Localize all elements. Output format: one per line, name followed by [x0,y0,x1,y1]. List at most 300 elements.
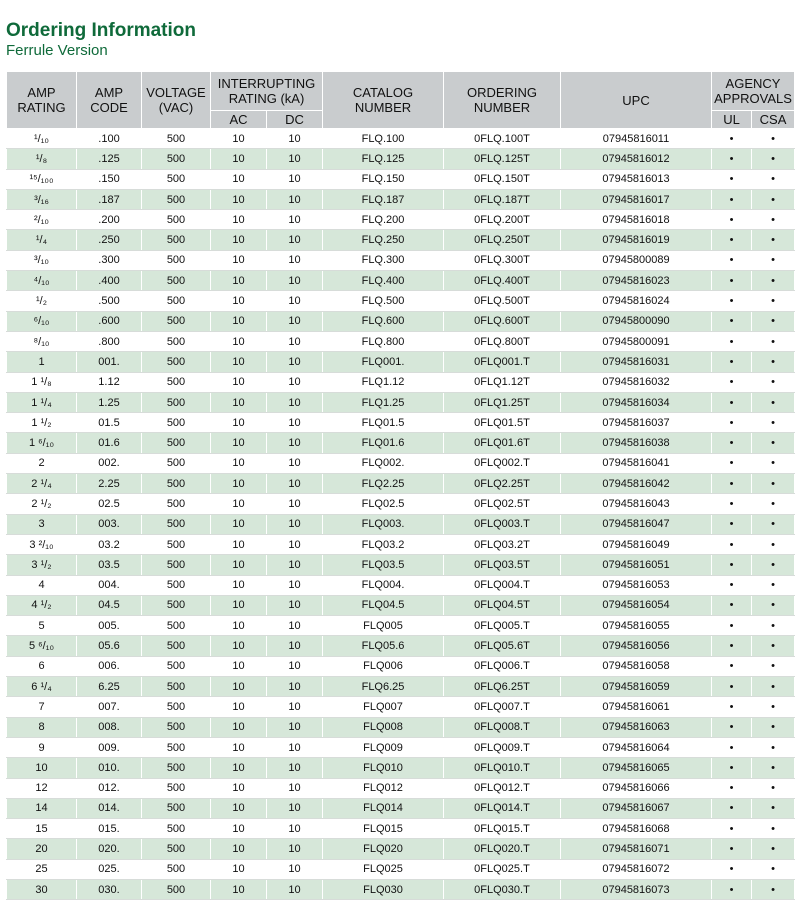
dc-cell: 10 [267,433,323,453]
catalog-number-cell: FLQ.187 [323,189,444,209]
header-interrupting-rating: INTERRUPTING RATING (kA) [211,72,323,111]
amp-code-cell: 002. [77,453,142,473]
dc-cell: 10 [267,210,323,230]
page-subtitle: Ferrule Version [6,42,108,59]
upc-cell: 07945816019 [561,230,712,250]
table-body [7,129,795,900]
catalog-number-cell: FLQ009 [323,737,444,757]
csa-approval-cell: • [752,149,795,169]
voltage-cell: 500 [142,291,211,311]
ordering-number-cell: 0FLQ006.T [444,656,561,676]
catalog-number-cell: FLQ004. [323,575,444,595]
csa-approval-cell: • [752,189,795,209]
dc-cell: 10 [267,717,323,737]
ac-cell: 10 [211,534,267,554]
ac-cell: 10 [211,291,267,311]
catalog-number-cell: FLQ025 [323,859,444,879]
dc-cell: 10 [267,372,323,392]
ul-approval-cell: • [712,555,752,575]
ordering-number-cell: 0FLQ003.T [444,514,561,534]
table-row [7,372,795,392]
dc-cell: 10 [267,575,323,595]
dc-cell: 10 [267,758,323,778]
amp-rating-cell: ¹⁵/₁₀₀ [7,169,77,189]
ac-cell: 10 [211,697,267,717]
upc-cell: 07945816068 [561,819,712,839]
amp-code-cell: 014. [77,798,142,818]
voltage-cell: 500 [142,169,211,189]
upc-cell: 07945816038 [561,433,712,453]
table-row [7,453,795,473]
ul-approval-cell: • [712,737,752,757]
ordering-number-cell: 0FLQ012.T [444,778,561,798]
ordering-number-cell: 0FLQ008.T [444,717,561,737]
csa-approval-cell: • [752,798,795,818]
amp-rating-cell: 8 [7,717,77,737]
voltage-cell: 500 [142,819,211,839]
ac-cell: 10 [211,819,267,839]
header-dc: DC [267,111,323,129]
ac-cell: 10 [211,636,267,656]
ac-cell: 10 [211,210,267,230]
amp-rating-cell: ²/₁₀ [7,210,77,230]
upc-cell: 07945800091 [561,331,712,351]
amp-code-cell: 02.5 [77,494,142,514]
amp-rating-cell: ¹/₁₀ [7,129,77,149]
csa-approval-cell: • [752,758,795,778]
catalog-number-cell: FLQ014 [323,798,444,818]
upc-cell: 07945816067 [561,798,712,818]
amp-code-cell: 010. [77,758,142,778]
amp-rating-cell: 1 [7,352,77,372]
dc-cell: 10 [267,250,323,270]
ul-approval-cell: • [712,717,752,737]
ordering-number-cell: 0FLQ.150T [444,169,561,189]
ordering-number-cell: 0FLQ009.T [444,737,561,757]
upc-cell: 07945816018 [561,210,712,230]
ac-cell: 10 [211,271,267,291]
dc-cell: 10 [267,392,323,412]
table-row [7,392,795,412]
voltage-cell: 500 [142,616,211,636]
ac-cell: 10 [211,595,267,615]
ordering-number-cell: 0FLQ.125T [444,149,561,169]
ac-cell: 10 [211,859,267,879]
csa-approval-cell: • [752,169,795,189]
catalog-number-cell: FLQ020 [323,839,444,859]
upc-cell: 07945816032 [561,372,712,392]
voltage-cell: 500 [142,839,211,859]
table-row [7,859,795,879]
ul-approval-cell: • [712,616,752,636]
ordering-number-cell: 0FLQ.400T [444,271,561,291]
ordering-number-cell: 0FLQ1.12T [444,372,561,392]
ac-cell: 10 [211,331,267,351]
amp-code-cell: .300 [77,250,142,270]
amp-code-cell: 012. [77,778,142,798]
ordering-number-cell: 0FLQ007.T [444,697,561,717]
table-row [7,311,795,331]
upc-cell: 07945816024 [561,291,712,311]
ordering-number-cell: 0FLQ025.T [444,859,561,879]
ac-cell: 10 [211,169,267,189]
voltage-cell: 500 [142,758,211,778]
ul-approval-cell: • [712,575,752,595]
voltage-cell: 500 [142,392,211,412]
catalog-number-cell: FLQ.600 [323,311,444,331]
dc-cell: 10 [267,291,323,311]
csa-approval-cell: • [752,331,795,351]
table-row [7,697,795,717]
upc-cell: 07945816011 [561,129,712,149]
catalog-number-cell: FLQ.250 [323,230,444,250]
ac-cell: 10 [211,474,267,494]
voltage-cell: 500 [142,677,211,697]
header-agency-approvals: AGENCY APPROVALS [712,72,795,111]
catalog-number-cell: FLQ1.25 [323,392,444,412]
ac-cell: 10 [211,677,267,697]
amp-code-cell: 006. [77,656,142,676]
dc-cell: 10 [267,595,323,615]
table-row [7,737,795,757]
voltage-cell: 500 [142,575,211,595]
amp-rating-cell: 4 ¹/₂ [7,595,77,615]
ac-cell: 10 [211,839,267,859]
voltage-cell: 500 [142,859,211,879]
voltage-cell: 500 [142,595,211,615]
amp-code-cell: .400 [77,271,142,291]
amp-code-cell: .125 [77,149,142,169]
upc-cell: 07945816031 [561,352,712,372]
dc-cell: 10 [267,331,323,351]
voltage-cell: 500 [142,413,211,433]
catalog-number-cell: FLQ.150 [323,169,444,189]
ordering-number-cell: 0FLQ010.T [444,758,561,778]
ordering-number-cell: 0FLQ6.25T [444,677,561,697]
ul-approval-cell: • [712,798,752,818]
ac-cell: 10 [211,879,267,899]
amp-code-cell: .100 [77,129,142,149]
csa-approval-cell: • [752,230,795,250]
table-row [7,250,795,270]
amp-rating-cell: 2 ¹/₂ [7,494,77,514]
voltage-cell: 500 [142,149,211,169]
dc-cell: 10 [267,798,323,818]
table-row [7,798,795,818]
voltage-cell: 500 [142,879,211,899]
header-csa: CSA [752,111,795,129]
table-row [7,879,795,899]
table-row [7,474,795,494]
amp-rating-cell: 3 ¹/₂ [7,555,77,575]
catalog-number-cell: FLQ.400 [323,271,444,291]
ul-approval-cell: • [712,352,752,372]
ac-cell: 10 [211,149,267,169]
amp-rating-cell: ⁸/₁₀ [7,331,77,351]
dc-cell: 10 [267,697,323,717]
csa-approval-cell: • [752,392,795,412]
catalog-number-cell: FLQ015 [323,819,444,839]
dc-cell: 10 [267,311,323,331]
dc-cell: 10 [267,534,323,554]
ordering-number-cell: 0FLQ.250T [444,230,561,250]
dc-cell: 10 [267,230,323,250]
catalog-number-cell: FLQ008 [323,717,444,737]
table-row [7,494,795,514]
csa-approval-cell: • [752,677,795,697]
ordering-number-cell: 0FLQ014.T [444,798,561,818]
catalog-number-cell: FLQ02.5 [323,494,444,514]
table-row [7,189,795,209]
amp-code-cell: .250 [77,230,142,250]
ac-cell: 10 [211,737,267,757]
csa-approval-cell: • [752,595,795,615]
ac-cell: 10 [211,352,267,372]
csa-approval-cell: • [752,494,795,514]
amp-code-cell: 1.25 [77,392,142,412]
ul-approval-cell: • [712,149,752,169]
upc-cell: 07945816043 [561,494,712,514]
upc-cell: 07945816013 [561,169,712,189]
voltage-cell: 500 [142,656,211,676]
upc-cell: 07945816034 [561,392,712,412]
amp-code-cell: .500 [77,291,142,311]
amp-rating-cell: 1 ¹/₈ [7,372,77,392]
table-row [7,169,795,189]
dc-cell: 10 [267,636,323,656]
upc-cell: 07945816056 [561,636,712,656]
catalog-number-cell: FLQ010 [323,758,444,778]
dc-cell: 10 [267,189,323,209]
voltage-cell: 500 [142,798,211,818]
amp-rating-cell: 1 ¹/₂ [7,413,77,433]
ac-cell: 10 [211,413,267,433]
ul-approval-cell: • [712,595,752,615]
header-catalog-number: CATALOG NUMBER [323,72,444,129]
amp-rating-cell: 14 [7,798,77,818]
voltage-cell: 500 [142,555,211,575]
header-voltage: VOLTAGE (VAC) [142,72,211,129]
ul-approval-cell: • [712,271,752,291]
csa-approval-cell: • [752,778,795,798]
csa-approval-cell: • [752,555,795,575]
ordering-number-cell: 0FLQ2.25T [444,474,561,494]
ac-cell: 10 [211,798,267,818]
ac-cell: 10 [211,555,267,575]
amp-rating-cell: 20 [7,839,77,859]
table-row [7,331,795,351]
catalog-number-cell: FLQ.300 [323,250,444,270]
amp-code-cell: 05.6 [77,636,142,656]
amp-rating-cell: 3 [7,514,77,534]
upc-cell: 07945816053 [561,575,712,595]
catalog-number-cell: FLQ.500 [323,291,444,311]
upc-cell: 07945800089 [561,250,712,270]
csa-approval-cell: • [752,271,795,291]
amp-code-cell: 030. [77,879,142,899]
ul-approval-cell: • [712,514,752,534]
upc-cell: 07945816063 [561,717,712,737]
amp-code-cell: .600 [77,311,142,331]
table-row [7,595,795,615]
catalog-number-cell: FLQ003. [323,514,444,534]
csa-approval-cell: • [752,129,795,149]
voltage-cell: 500 [142,514,211,534]
ul-approval-cell: • [712,494,752,514]
amp-rating-cell: 6 ¹/₄ [7,677,77,697]
voltage-cell: 500 [142,433,211,453]
dc-cell: 10 [267,819,323,839]
table-row [7,129,795,149]
amp-rating-cell: ¹/₄ [7,230,77,250]
ordering-number-cell: 0FLQ03.5T [444,555,561,575]
table-row [7,839,795,859]
ordering-number-cell: 0FLQ002.T [444,453,561,473]
table-row [7,413,795,433]
csa-approval-cell: • [752,575,795,595]
table-row [7,636,795,656]
csa-approval-cell: • [752,839,795,859]
dc-cell: 10 [267,656,323,676]
ordering-number-cell: 0FLQ.800T [444,331,561,351]
voltage-cell: 500 [142,534,211,554]
catalog-number-cell: FLQ007 [323,697,444,717]
ul-approval-cell: • [712,474,752,494]
dc-cell: 10 [267,737,323,757]
csa-approval-cell: • [752,859,795,879]
voltage-cell: 500 [142,453,211,473]
catalog-number-cell: FLQ.100 [323,129,444,149]
voltage-cell: 500 [142,230,211,250]
dc-cell: 10 [267,839,323,859]
dc-cell: 10 [267,453,323,473]
catalog-number-cell: FLQ01.5 [323,413,444,433]
voltage-cell: 500 [142,474,211,494]
table-row [7,555,795,575]
voltage-cell: 500 [142,311,211,331]
ul-approval-cell: • [712,129,752,149]
ordering-number-cell: 0FLQ1.25T [444,392,561,412]
voltage-cell: 500 [142,636,211,656]
ul-approval-cell: • [712,839,752,859]
table-row [7,514,795,534]
ordering-number-cell: 0FLQ005.T [444,616,561,636]
dc-cell: 10 [267,494,323,514]
upc-cell: 07945816051 [561,555,712,575]
ul-approval-cell: • [712,636,752,656]
header-ac: AC [211,111,267,129]
upc-cell: 07945816058 [561,656,712,676]
amp-code-cell: 6.25 [77,677,142,697]
catalog-number-cell: FLQ6.25 [323,677,444,697]
table-row [7,616,795,636]
dc-cell: 10 [267,778,323,798]
header-upc: UPC [561,72,712,129]
csa-approval-cell: • [752,372,795,392]
upc-cell: 07945816054 [561,595,712,615]
ac-cell: 10 [211,575,267,595]
table-row [7,819,795,839]
voltage-cell: 500 [142,352,211,372]
ordering-number-cell: 0FLQ03.2T [444,534,561,554]
amp-rating-cell: 4 [7,575,77,595]
amp-rating-cell: 3 ²/₁₀ [7,534,77,554]
catalog-number-cell: FLQ012 [323,778,444,798]
ul-approval-cell: • [712,697,752,717]
csa-approval-cell: • [752,697,795,717]
ordering-number-cell: 0FLQ.187T [444,189,561,209]
header-amp-rating: AMP RATING [7,72,77,129]
csa-approval-cell: • [752,210,795,230]
upc-cell: 07945816037 [561,413,712,433]
ul-approval-cell: • [712,758,752,778]
dc-cell: 10 [267,879,323,899]
dc-cell: 10 [267,149,323,169]
upc-cell: 07945816071 [561,839,712,859]
dc-cell: 10 [267,169,323,189]
ul-approval-cell: • [712,879,752,899]
upc-cell: 07945816065 [561,758,712,778]
amp-rating-cell: 1 ⁶/₁₀ [7,433,77,453]
amp-rating-cell: ⁶/₁₀ [7,311,77,331]
voltage-cell: 500 [142,778,211,798]
ac-cell: 10 [211,778,267,798]
catalog-number-cell: FLQ2.25 [323,474,444,494]
ul-approval-cell: • [712,677,752,697]
ul-approval-cell: • [712,189,752,209]
voltage-cell: 500 [142,250,211,270]
amp-code-cell: .800 [77,331,142,351]
ordering-number-cell: 0FLQ02.5T [444,494,561,514]
catalog-number-cell: FLQ.125 [323,149,444,169]
amp-code-cell: .200 [77,210,142,230]
amp-code-cell: .150 [77,169,142,189]
catalog-number-cell: FLQ04.5 [323,595,444,615]
catalog-number-cell: FLQ001. [323,352,444,372]
amp-code-cell: 020. [77,839,142,859]
upc-cell: 07945816066 [561,778,712,798]
ordering-number-cell: 0FLQ05.6T [444,636,561,656]
upc-cell: 07945816017 [561,189,712,209]
csa-approval-cell: • [752,879,795,899]
amp-rating-cell: 7 [7,697,77,717]
ul-approval-cell: • [712,819,752,839]
ul-approval-cell: • [712,453,752,473]
upc-cell: 07945816042 [561,474,712,494]
ordering-number-cell: 0FLQ020.T [444,839,561,859]
csa-approval-cell: • [752,819,795,839]
ac-cell: 10 [211,433,267,453]
header-amp-code: AMP CODE [77,72,142,129]
catalog-number-cell: FLQ1.12 [323,372,444,392]
ac-cell: 10 [211,616,267,636]
ordering-number-cell: 0FLQ.100T [444,129,561,149]
upc-cell: 07945816055 [561,616,712,636]
csa-approval-cell: • [752,352,795,372]
table-row [7,149,795,169]
catalog-number-cell: FLQ002. [323,453,444,473]
ul-approval-cell: • [712,778,752,798]
csa-approval-cell: • [752,311,795,331]
upc-cell: 07945816064 [561,737,712,757]
amp-rating-cell: 1 ¹/₄ [7,392,77,412]
amp-code-cell: 005. [77,616,142,636]
ul-approval-cell: • [712,331,752,351]
ac-cell: 10 [211,514,267,534]
table-row [7,778,795,798]
voltage-cell: 500 [142,372,211,392]
catalog-number-cell: FLQ005 [323,616,444,636]
